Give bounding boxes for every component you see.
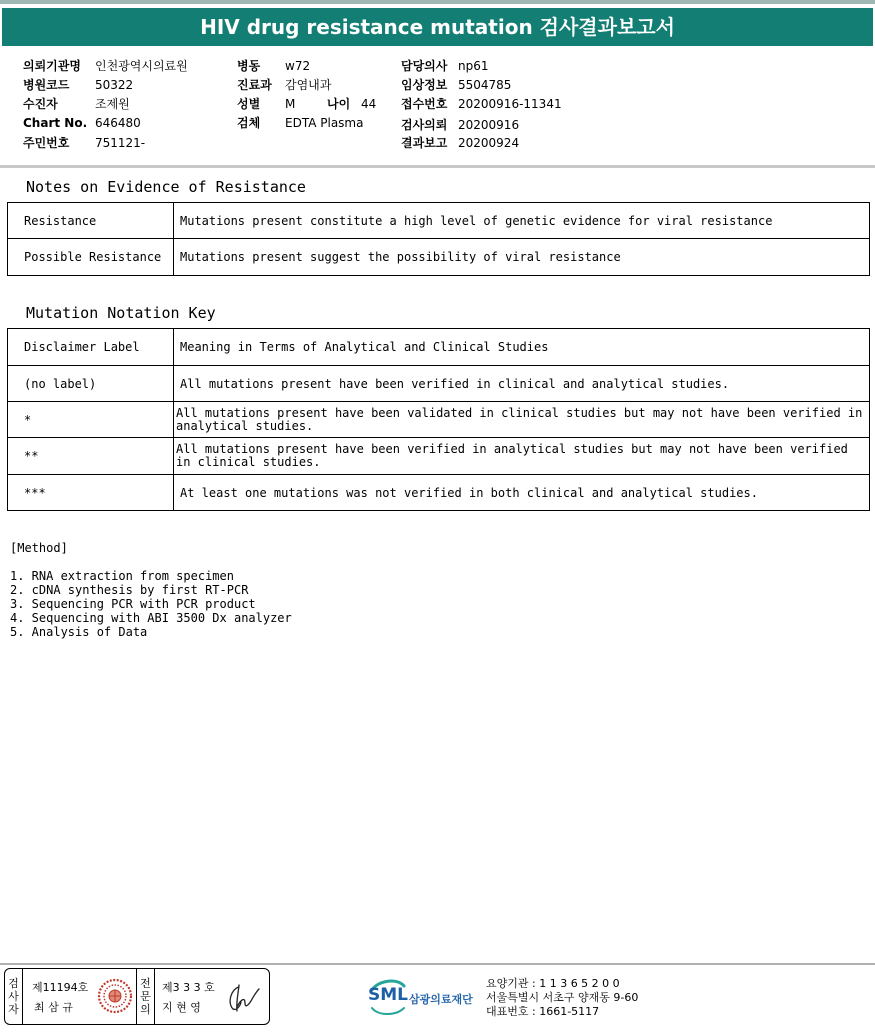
notes-desc: Mutations present suggest the possibility of viral resistance xyxy=(174,239,870,276)
method-step: 1. RNA extraction from specimen xyxy=(10,569,234,583)
notes-desc: Mutations present constitute a high level of genetic evidence for viral resistance xyxy=(174,203,870,239)
tester-name: 최 삼 규 xyxy=(34,1001,73,1014)
info-request-date: 검사의뢰 20200916 xyxy=(401,118,520,132)
info-report-date: 결과보고 20200924 xyxy=(401,136,520,150)
signature-box xyxy=(4,968,270,1025)
header-divider xyxy=(0,165,875,168)
notation-label: * xyxy=(8,402,174,438)
notation-table xyxy=(7,328,870,511)
method-heading: [Method] xyxy=(10,541,68,555)
method-step: 5. Analysis of Data xyxy=(10,625,148,639)
notation-meaning: Meaning in Terms of Analytical and Clinical Studies xyxy=(174,329,870,366)
foundation-name: 삼광의료재단 xyxy=(409,993,473,1006)
table-row xyxy=(8,438,870,475)
info-hospital-code: 병원코드 50322 xyxy=(23,78,134,92)
notation-label: ** xyxy=(8,438,174,475)
table-row xyxy=(8,475,870,511)
doctor-license-no: 제3 3 3 호 xyxy=(162,981,215,994)
info-sex: 성별 M 나이 44 xyxy=(237,97,377,111)
table-row xyxy=(8,329,870,366)
method-step: 3. Sequencing PCR with PCR product xyxy=(10,597,256,611)
notation-title: Mutation Notation Key xyxy=(26,304,216,322)
org-phone: 대표번호 : 1661-5117 xyxy=(486,1005,600,1018)
org-info xyxy=(486,977,638,1019)
notation-meaning: All mutations present have been verified in analytical studies but may not have been verified in clinical studies. xyxy=(174,438,870,475)
info-ward: 병동 w72 xyxy=(237,59,311,73)
seal-icon xyxy=(97,977,133,1015)
info-specimen: 검체 EDTA Plasma xyxy=(237,116,364,130)
method-step: 2. cDNA synthesis by first RT-PCR xyxy=(10,583,249,597)
table-row xyxy=(8,402,870,438)
notes-term: Possible Resistance xyxy=(8,239,174,276)
report-title: HIV drug resistance mutation 검사결과보고서 xyxy=(2,8,873,46)
org-code: 요양기관 : 1 1 3 6 5 2 0 0 xyxy=(486,977,620,990)
info-receipt-no: 접수번호 20200916-11341 xyxy=(401,97,562,111)
top-border xyxy=(0,0,875,4)
notation-meaning: All mutations present have been validated in clinical studies but may not have been verified in analytical studies. xyxy=(174,402,870,438)
method-steps xyxy=(10,569,292,639)
notes-table xyxy=(7,202,870,276)
info-patient-name: 수진자 조제원 xyxy=(23,97,130,111)
info-doctor: 담당의사 np61 xyxy=(401,59,489,73)
info-department: 진료과 감염내과 xyxy=(237,78,332,92)
notes-title: Notes on Evidence of Resistance xyxy=(26,178,306,196)
method-step: 4. Sequencing with ABI 3500 Dx analyzer xyxy=(10,611,292,625)
table-row xyxy=(8,366,870,402)
table-row xyxy=(8,239,870,276)
footer-divider xyxy=(0,963,875,965)
notes-term: Resistance xyxy=(8,203,174,239)
notation-label: (no label) xyxy=(8,366,174,402)
table-row xyxy=(8,203,870,239)
notation-label: Disclaimer Label xyxy=(8,329,174,366)
doctor-label: 전 문 의 xyxy=(136,969,155,1024)
info-chart-no: Chart No. 646480 xyxy=(23,116,141,130)
info-resident-no: 주민번호 751121- xyxy=(23,136,146,150)
logo-text: SML xyxy=(368,985,408,1005)
sml-logo xyxy=(368,976,480,1022)
notation-meaning: At least one mutations was not verified in both clinical and analytical studies. xyxy=(174,475,870,511)
info-requesting-org: 의뢰기관명 인천광역시의료원 xyxy=(23,59,188,73)
org-address: 서울특별시 서초구 양재동 9-60 xyxy=(486,991,639,1004)
notation-label: *** xyxy=(8,475,174,511)
signature-icon xyxy=(223,981,263,1015)
doctor-name: 지 현 영 xyxy=(162,1001,201,1014)
tester-label: 검 사 자 xyxy=(5,969,23,1024)
tester-license-no: 제11194호 xyxy=(32,981,89,994)
info-clinical: 임상정보 5504785 xyxy=(401,78,512,92)
notation-meaning: All mutations present have been verified in clinical and analytical studies. xyxy=(174,366,870,402)
